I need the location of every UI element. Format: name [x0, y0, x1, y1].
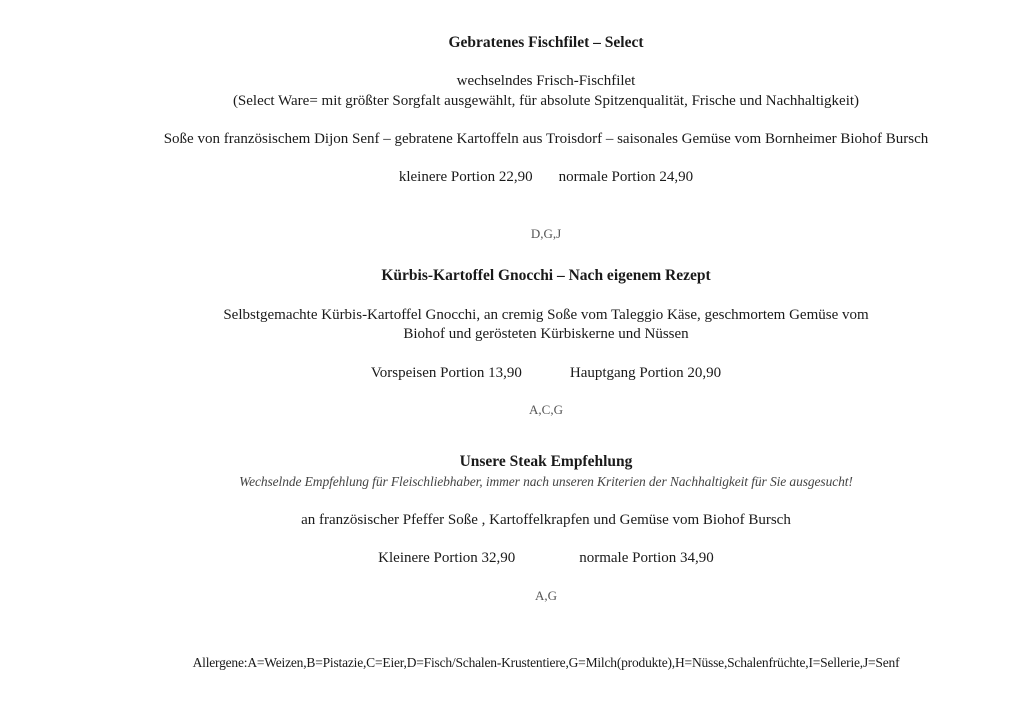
- dish2-title: Kürbis-Kartoffel Gnocchi – Nach eigenem Rezept: [381, 267, 711, 284]
- dish2-line1: Selbstgemachte Kürbis-Kartoffel Gnocchi, an cremig Soße vom Taleggio Käse, geschmortem Gemüse vom: [223, 307, 869, 323]
- dish3-price-normal: normale Portion 34,90: [579, 550, 714, 566]
- allergen-legend: Allergene:A=Weizen,B=Pistazie,C=Eier,D=Fisch/Schalen-Krustentiere,G=Milch(produkte),H=Nüsse,Schalenfrüchte,I=Sellerie,J=Senf: [192, 655, 900, 670]
- dish3-prices: [0, 549, 1024, 567]
- dish1-title: Gebratenes Fischfilet – Select: [448, 34, 644, 51]
- dish3-allergens: A,G: [534, 588, 558, 603]
- dish2-price-small: Vorspeisen Portion 13,90: [370, 365, 522, 381]
- dish1-line1: wechselndes Frisch-Fischfilet: [456, 73, 636, 89]
- dish3-sides: an französischer Pfeffer Soße , Kartoffelkrapfen und Gemüse vom Biohof Bursch: [301, 512, 791, 528]
- dish1-prices: [0, 168, 1024, 186]
- dish1-line2: (Select Ware= mit größter Sorgfalt ausgewählt, für absolute Spitzenqualität, Frische und Nachhaltigkeit): [232, 93, 860, 109]
- dish1-price-small: kleinere Portion 22,90: [398, 169, 533, 185]
- dish1-price-normal: normale Portion 24,90: [558, 169, 694, 185]
- dish3-note: Wechselnde Empfehlung für Fleischliebhaber, immer nach unseren Kriterien der Nachhaltigkeit für Sie ausgesucht!: [239, 474, 853, 489]
- dish2-allergens: A,C,G: [529, 402, 563, 417]
- dish3-title: Unsere Steak Empfehlung: [459, 453, 633, 470]
- dish1-sides: Soße von französischem Dijon Senf – gebratene Kartoffeln aus Troisdorf – saisonales Gemüse vom Bornheimer Biohof Bursch: [163, 131, 929, 147]
- dish1-allergens: D,G,J: [530, 226, 562, 241]
- dish2-price-normal: Hauptgang Portion 20,90: [569, 365, 722, 381]
- dish3-price-small: Kleinere Portion 32,90: [378, 550, 516, 566]
- dish2-line2: Biohof und gerösteten Kürbiskerne und Nüssen: [403, 326, 689, 342]
- dish2-prices: [0, 364, 1024, 382]
